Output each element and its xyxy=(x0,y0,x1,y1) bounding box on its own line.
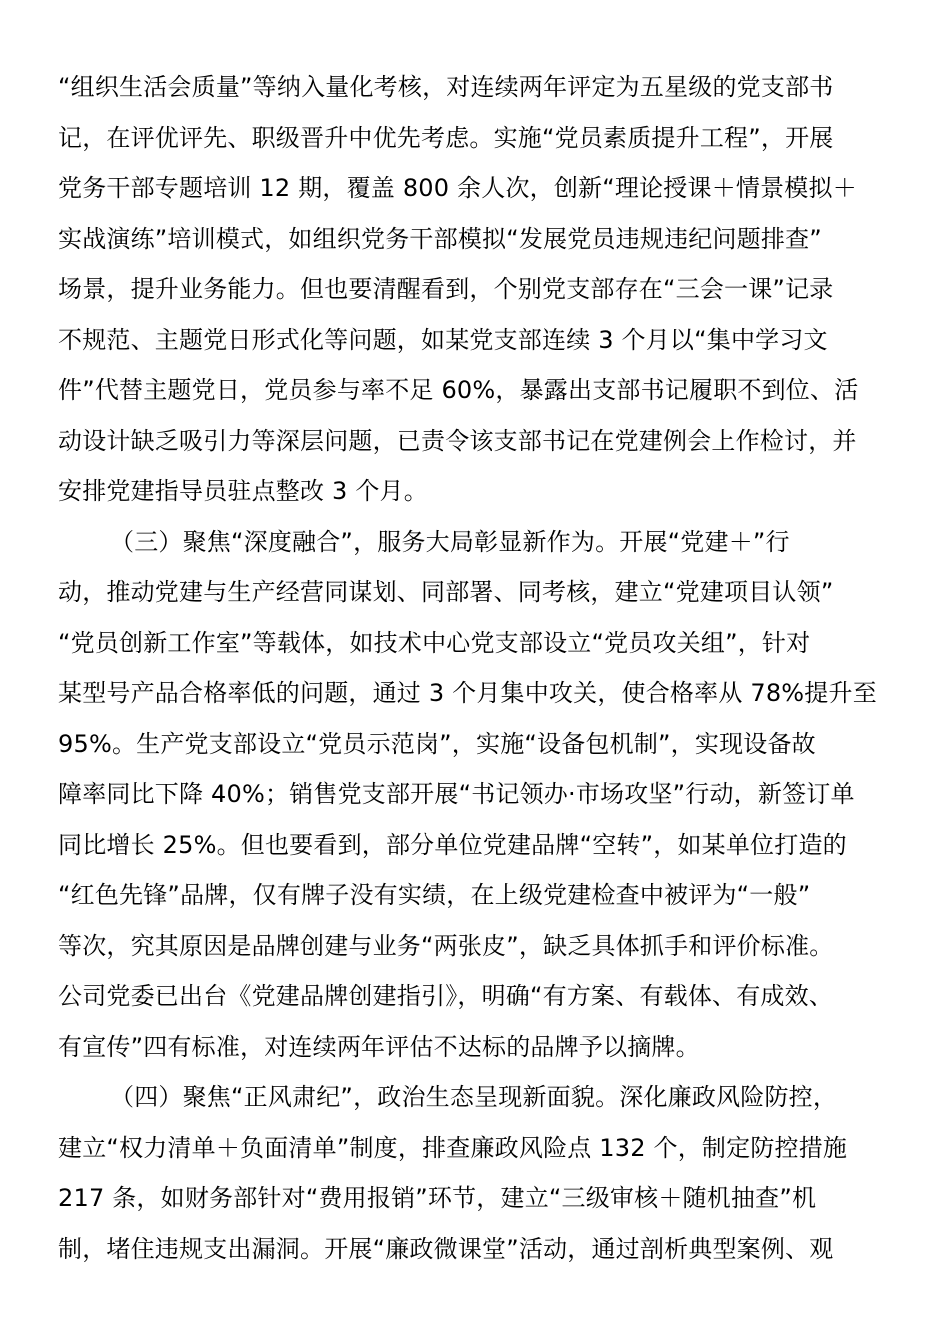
text-line: 不规范、主题党日形式化等问题，如某党支部连续 3 个月以“集中学习文 xyxy=(58,325,828,354)
text-line: 95%。生产党支部设立“党员示范岗”，实施“设备包机制”，实现设备故 xyxy=(58,729,816,758)
text-line: 动设计缺乏吸引力等深层问题，已责令该支部书记在党建例会上作检讨，并 xyxy=(58,426,857,455)
text-line: “红色先锋”品牌，仅有牌子没有实绩，在上级党建检查中被评为“一般” xyxy=(58,881,811,909)
text-line: 障率同比下降 40%；销售党支部开展“书记领办·市场攻坚”行动，新签订单 xyxy=(58,780,855,808)
text-line: 党务干部专题培训 12 期，覆盖 800 余人次，创新“理论授课＋情景模拟＋ xyxy=(58,174,857,202)
text-line: 件”代替主题党日，党员参与率不足 60%，暴露出支部书记履职不到位、活 xyxy=(58,376,859,404)
text-line: 建立“权力清单＋负面清单”制度，排查廉政风险点 132 个，制定防控措施 xyxy=(58,1133,848,1162)
text-line: 有宣传”四有标准，对连续两年评估不达标的品牌予以摘牌。 xyxy=(58,1032,700,1061)
text-line: 场景，提升业务能力。但也要清醒看到，个别党支部存在“三会一课”记录 xyxy=(58,275,834,303)
text-line: 制，堵住违规支出漏洞。开展“廉政微课堂”活动，通过剖析典型案例、观 xyxy=(58,1234,834,1263)
text-line: 动，推动党建与生产经营同谋划、同部署、同考核，建立“党建项目认领” xyxy=(58,578,834,606)
text-line: 等次，究其原因是品牌创建与业务“两张皮”，缺乏具体抓手和评价标准。 xyxy=(58,931,834,960)
document-body xyxy=(58,62,894,1274)
text-line: 安排党建指导员驻点整改 3 个月。 xyxy=(58,477,428,505)
section-heading-line: （四）聚焦“正风肃纪”，政治生态呈现新面貌。深化廉政风险防控， xyxy=(110,1083,838,1111)
section-heading-line: （三）聚焦“深度融合”，服务大局彰显新作为。开展“党建＋”行 xyxy=(110,527,790,556)
text-line: 同比增长 25%。但也要看到，部分单位党建品牌“空转”，如某单位打造的 xyxy=(58,830,847,859)
text-line: 某型号产品合格率低的问题，通过 3 个月集中攻关，使合格率从 78%提升至 xyxy=(58,679,877,707)
text-line: 217 条，如财务部针对“费用报销”环节，建立“三级审核＋随机抽查”机 xyxy=(58,1184,817,1212)
text-line: 公司党委已出台《党建品牌创建指引》，明确“有方案、有载体、有成效、 xyxy=(58,982,834,1010)
text-line: “组织生活会质量”等纳入量化考核，对连续两年评定为五星级的党支部书 xyxy=(58,73,834,101)
text-line: 实战演练”培训模式，如组织党务干部模拟“发展党员违规违纪问题排查” xyxy=(58,224,822,253)
text-line: 记，在评优评先、职级晋升中优先考虑。实施“党员素质提升工程”，开展 xyxy=(58,123,834,152)
text-line: “党员创新工作室”等载体，如技术中心党支部设立“党员攻关组”，针对 xyxy=(58,628,811,657)
